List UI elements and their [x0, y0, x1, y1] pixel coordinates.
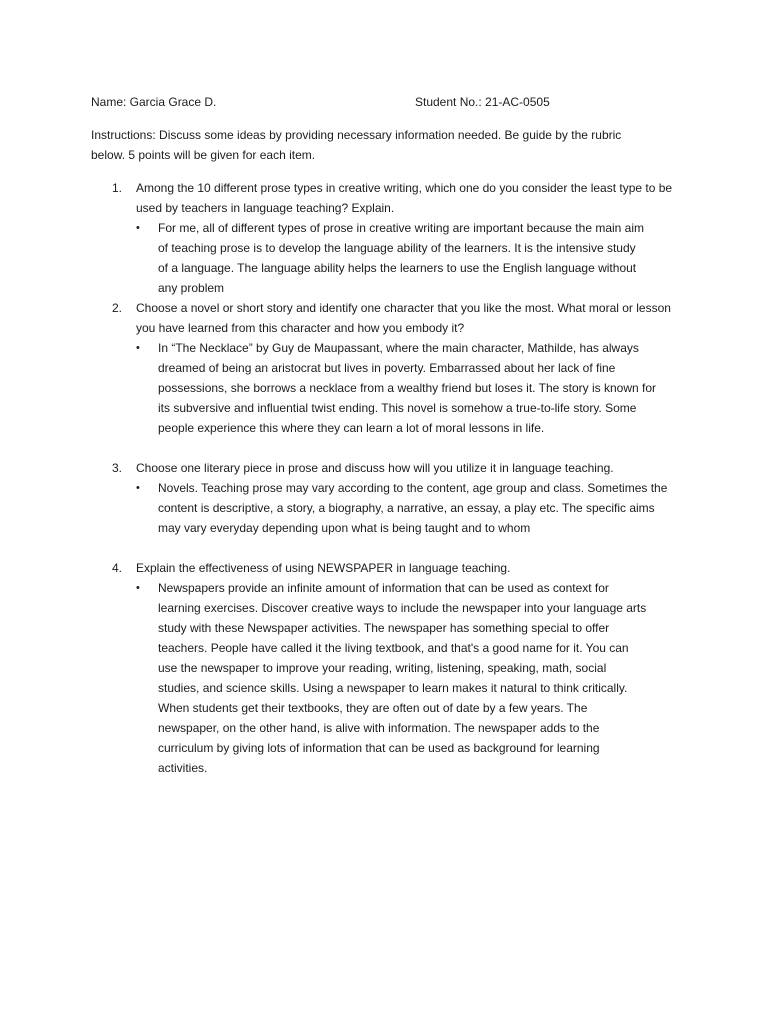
question-list: [91, 178, 686, 778]
question-text: Choose a novel or short story and identify one character that you like the most. What moral or lesson you have learned from this character and how you embody it?: [136, 301, 671, 335]
answer-text: In “The Necklace” by Guy de Maupassant, where the main character, Mathilde, has always dreamed of being an aristocrat but lives in poverty. Embarrassed about her lack of fine possessions, she borrows a necklace from a wealthy friend but loses it. The story is known for its subversive and influential twist ending. This novel is somehow a true-to-life story. Some people experience this where they can learn a lot of moral lessons in life.: [158, 341, 657, 435]
question-item-3: [91, 458, 686, 538]
question-number: 1.: [112, 181, 123, 195]
question-item-1: [91, 178, 686, 298]
student-number: Student No.: 21-AC-0505: [415, 95, 550, 109]
answer-block: [136, 218, 686, 298]
question-number: 2.: [112, 301, 123, 315]
question-item-2: [91, 298, 686, 438]
answer-block: [136, 578, 686, 778]
question-item-4: [91, 558, 686, 778]
question-number: 3.: [112, 461, 123, 475]
answer-block: [136, 478, 686, 538]
question-text: Choose one literary piece in prose and discuss how will you utilize it in language teaching.: [136, 461, 614, 475]
header-line: [91, 92, 691, 112]
student-name: Name: Garcia Grace D.: [91, 95, 217, 109]
bullet-icon: •: [136, 482, 140, 494]
answer-text: For me, all of different types of prose in creative writing are important because the main aim of teaching prose is to develop the language ability of the learners. It is the intensive study of a language. The language ability helps the learners to use the English language without any problem: [158, 221, 645, 295]
answer-text: Novels. Teaching prose may vary according to the content, age group and class. Sometimes the content is descriptive, a story, a biography, a narrative, an essay, a play etc. The specific aims may vary everyday depending upon what is being taught and to whom: [158, 481, 668, 535]
bullet-icon: •: [136, 342, 140, 354]
bullet-icon: •: [136, 582, 140, 594]
answer-text: Newspapers provide an infinite amount of information that can be used as context for learning exercises. Discover creative ways to include the newspaper into your language arts study with these Newspaper activities. The newspaper has something special to offer teachers. People have called it the living textbook, and that's a good name for it. You can use the newspaper to improve your reading, writing, listening, speaking, math, social studies, and science skills. Using a newspaper to learn makes it natural to think critically. When students get their textbooks, they are often out of date by a few years. The newspaper, on the other hand, is alive with information. The newspaper adds to the curriculum by giving lots of information that can be used as background for learning activities.: [158, 581, 647, 775]
question-number: 4.: [112, 561, 123, 575]
question-text: Explain the effectiveness of using NEWSPAPER in language teaching.: [136, 561, 511, 575]
answer-block: [136, 338, 686, 438]
instructions-text: Instructions: Discuss some ideas by providing necessary information needed. Be guide by the rubric below. 5 points will be given for each item.: [91, 128, 622, 162]
bullet-icon: •: [136, 222, 140, 234]
question-text: Among the 10 different prose types in creative writing, which one do you consider the least type to be used by teachers in language teaching? Explain.: [136, 181, 673, 215]
